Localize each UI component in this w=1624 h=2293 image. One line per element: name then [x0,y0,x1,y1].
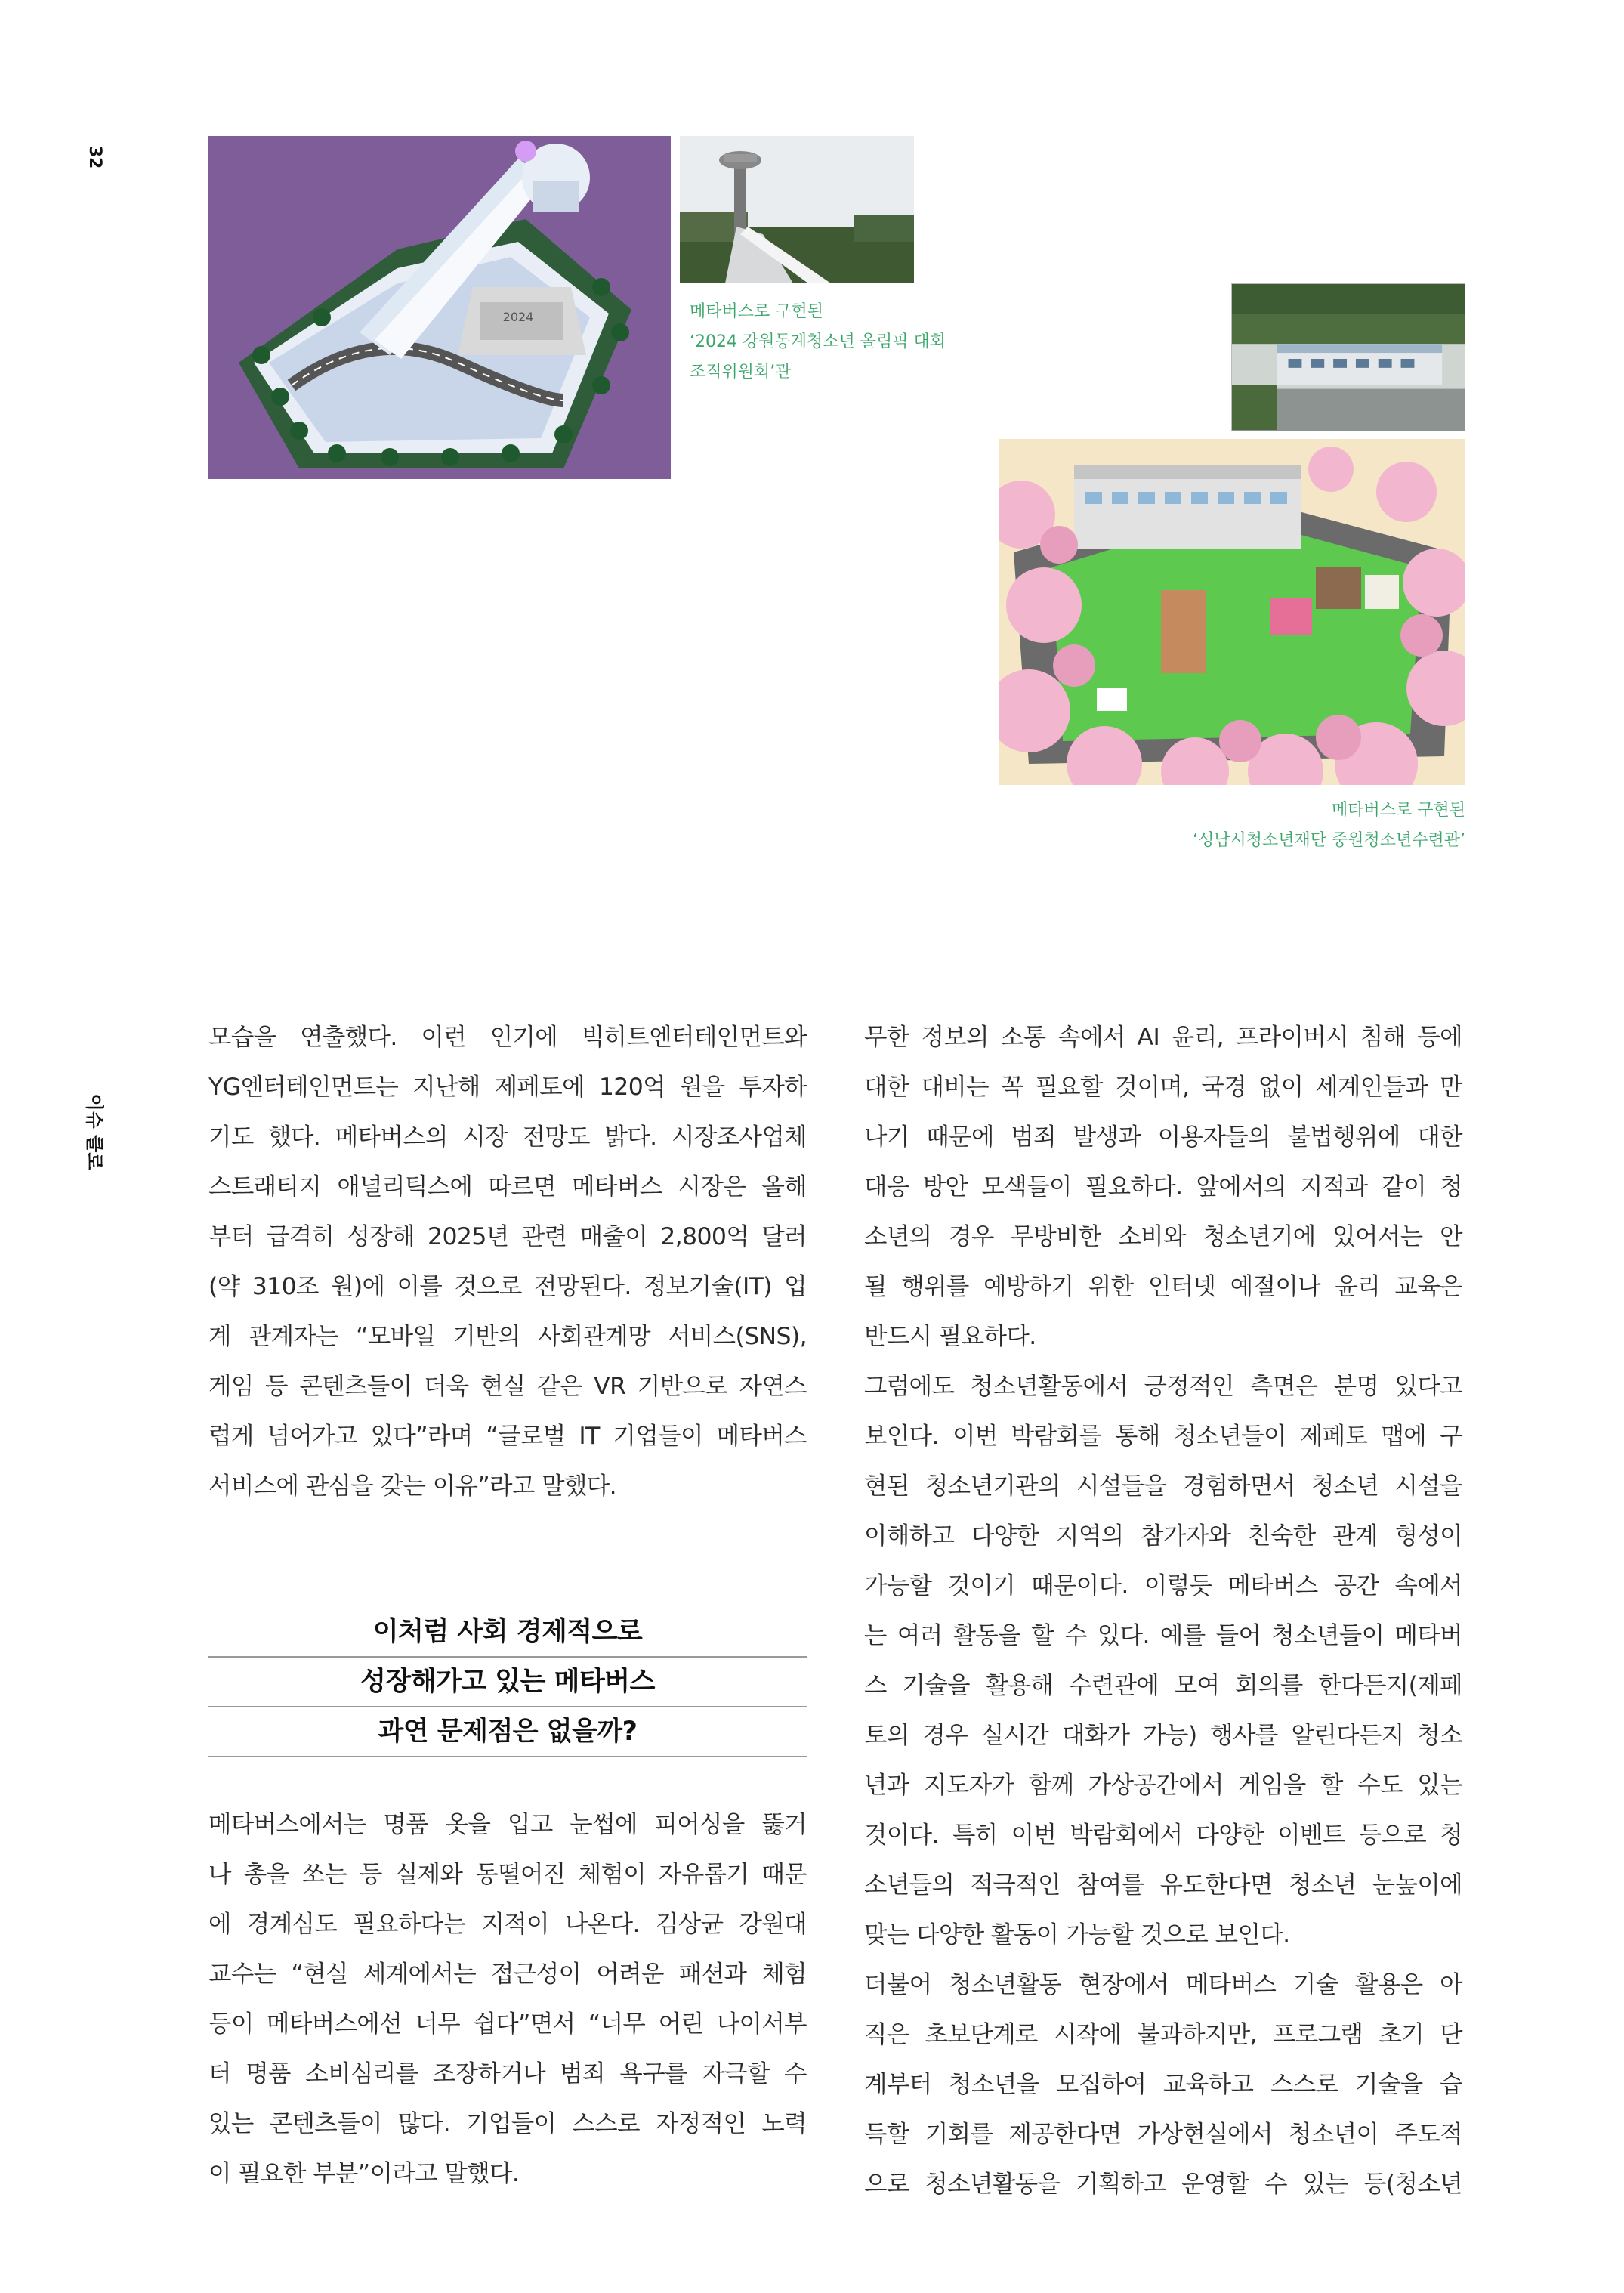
text-line: 부터 급격히 성장해 2025년 관련 매출이 2,800억 달러 [208,1223,807,1250]
text-line: 보인다. 이번 박람회를 통해 청소년들이 제페토 맵에 구 [864,1423,1462,1450]
heading-line: 이처럼 사회 경제적으로 [208,1608,807,1658]
text-line: 계부터 청소년을 모집하여 교육하고 스스로 기술을 습 [864,2071,1462,2098]
text-line: 나기 때문에 범죄 발생과 이용자들의 불법행위에 대한 [864,1123,1462,1151]
caption-line: 메타버스로 구현된 [1331,801,1465,820]
section-heading [208,1608,807,1757]
caption-line: 메타버스로 구현된 [690,302,824,321]
text-line: 이 필요한 부분”이라고 말했다. [208,2160,520,2187]
text-line: 더불어 청소년활동 현장에서 메타버스 기술 활용은 아 [864,1971,1462,1998]
youth-center-building-photo [1231,283,1465,431]
text-line: 교수는 “현실 세계에서는 접근성이 어려운 패션과 체험 [208,1961,807,1988]
left-column-top-text [208,1012,807,1511]
text-line: 메타버스에서는 명품 옷을 입고 눈썹에 피어싱을 뚫거 [208,1811,807,1838]
text-line: 될 행위를 예방하기 위한 인터넷 예절이나 윤리 교육은 [864,1273,1462,1300]
text-line: 토의 경우 실시간 대화가 가능) 행사를 알린다든지 청소 [864,1722,1462,1749]
caption-line: ‘성남시청소년재단 중원청소년수련관’ [1192,831,1465,850]
text-line: 소년의 경우 무방비한 소비와 청소년기에 있어서는 안 [864,1223,1462,1250]
text-line: 반드시 필요하다. [864,1323,1036,1350]
metaverse-olympic-venue-image [208,136,671,479]
caption-line: 조직위원회’관 [690,363,792,382]
section-label: 이슈 클로 [84,1093,106,1170]
text-line: 계 관계자는 “모바일 기반의 사회관계망 서비스(SNS), [208,1323,807,1350]
ski-jump-tower-photo [680,136,914,283]
text-line: 기도 했다. 메타버스의 시장 전망도 밝다. 시장조사업체 [208,1123,807,1151]
page-number: 32 [85,145,105,169]
metaverse-youth-center-image [999,439,1465,785]
text-line: 직은 초보단계로 시작에 불과하지만, 프로그램 초기 단 [864,2021,1462,2048]
text-line: 는 여러 활동을 할 수 있다. 예를 들어 청소년들이 메타버 [864,1622,1462,1649]
text-line: 득할 기회를 제공한다면 가상현실에서 청소년이 주도적 [864,2121,1462,2148]
text-line: 것이다. 특히 이번 박람회에서 다양한 이벤트 등으로 청 [864,1822,1462,1849]
text-line: 으로 청소년활동을 기획하고 운영할 수 있는 등(청소년 [864,2171,1462,2198]
text-line: 터 명품 소비심리를 조장하거나 범죄 욕구를 자극할 수 [208,2060,807,2087]
text-line: 서비스에 관심을 갖는 이유”라고 말했다. [208,1473,617,1500]
text-line: 에 경계심도 필요하다는 지적이 나온다. 김상균 강원대 [208,1911,807,1938]
text-line: 스트래티지 애널리틱스에 따르면 메타버스 시장은 올해 [208,1173,807,1201]
text-line: (약 310조 원)에 이를 것으로 전망된다. 정보기술(IT) 업 [208,1273,807,1300]
text-line: 맞는 다양한 활동이 가능할 것으로 보인다. [864,1921,1290,1948]
seongnam-caption [1057,796,1465,856]
text-line: 년과 지도자가 함께 가상공간에서 게임을 할 수도 있는 [864,1772,1462,1799]
text-line: 그럼에도 청소년활동에서 긍정적인 측면은 분명 있다고 [864,1373,1462,1400]
heading-line: 성장해가고 있는 메타버스 [208,1658,807,1707]
text-line: 모습을 연출했다. 이런 인기에 빅히트엔터테인먼트와 [208,1024,807,1051]
text-line: 가능할 것이기 때문이다. 이렇듯 메타버스 공간 속에서 [864,1572,1462,1599]
text-line: 대응 방안 모색들이 필요하다. 앞에서의 지적과 같이 청 [864,1173,1462,1201]
caption-line: ‘2024 강원동계청소년 올림픽 대회 [690,332,946,351]
text-line: 럽게 넘어가고 있다”라며 “글로벌 IT 기업들이 메타버스 [208,1423,807,1450]
text-line: 소년들의 적극적인 참여를 유도한다면 청소년 눈높이에 [864,1871,1462,1899]
text-line: 게임 등 콘텐츠들이 더욱 현실 같은 VR 기반으로 자연스 [208,1373,807,1400]
olympic-caption [690,297,1007,388]
svg-text:2024: 2024 [502,310,534,324]
heading-line: 과연 문제점은 없을까? [208,1707,807,1757]
text-line: 이해하고 다양한 지역의 참가자와 친숙한 관계 형성이 [864,1522,1462,1550]
left-column-bottom-text [208,1800,807,2199]
text-line: 있는 콘텐츠들이 많다. 기업들이 스스로 자정적인 노력 [208,2110,807,2137]
right-column-text [864,1012,1462,2209]
text-line: 스 기술을 활용해 수련관에 모여 회의를 한다든지(제페 [864,1672,1462,1699]
text-line: 무한 정보의 소통 속에서 AI 윤리, 프라이버시 침해 등에 [864,1024,1462,1051]
text-line: 대한 대비는 꼭 필요할 것이며, 국경 없이 세계인들과 만 [864,1074,1462,1101]
text-line: 나 총을 쏘는 등 실제와 동떨어진 체험이 자유롭기 때문 [208,1861,807,1888]
text-line: 등이 메타버스에선 너무 쉽다”면서 “너무 어린 나이서부 [208,2010,807,2038]
text-line: YG엔터테인먼트는 지난해 제페토에 120억 원을 투자하 [208,1074,807,1101]
text-line: 현된 청소년기관의 시설들을 경험하면서 청소년 시설을 [864,1473,1462,1500]
